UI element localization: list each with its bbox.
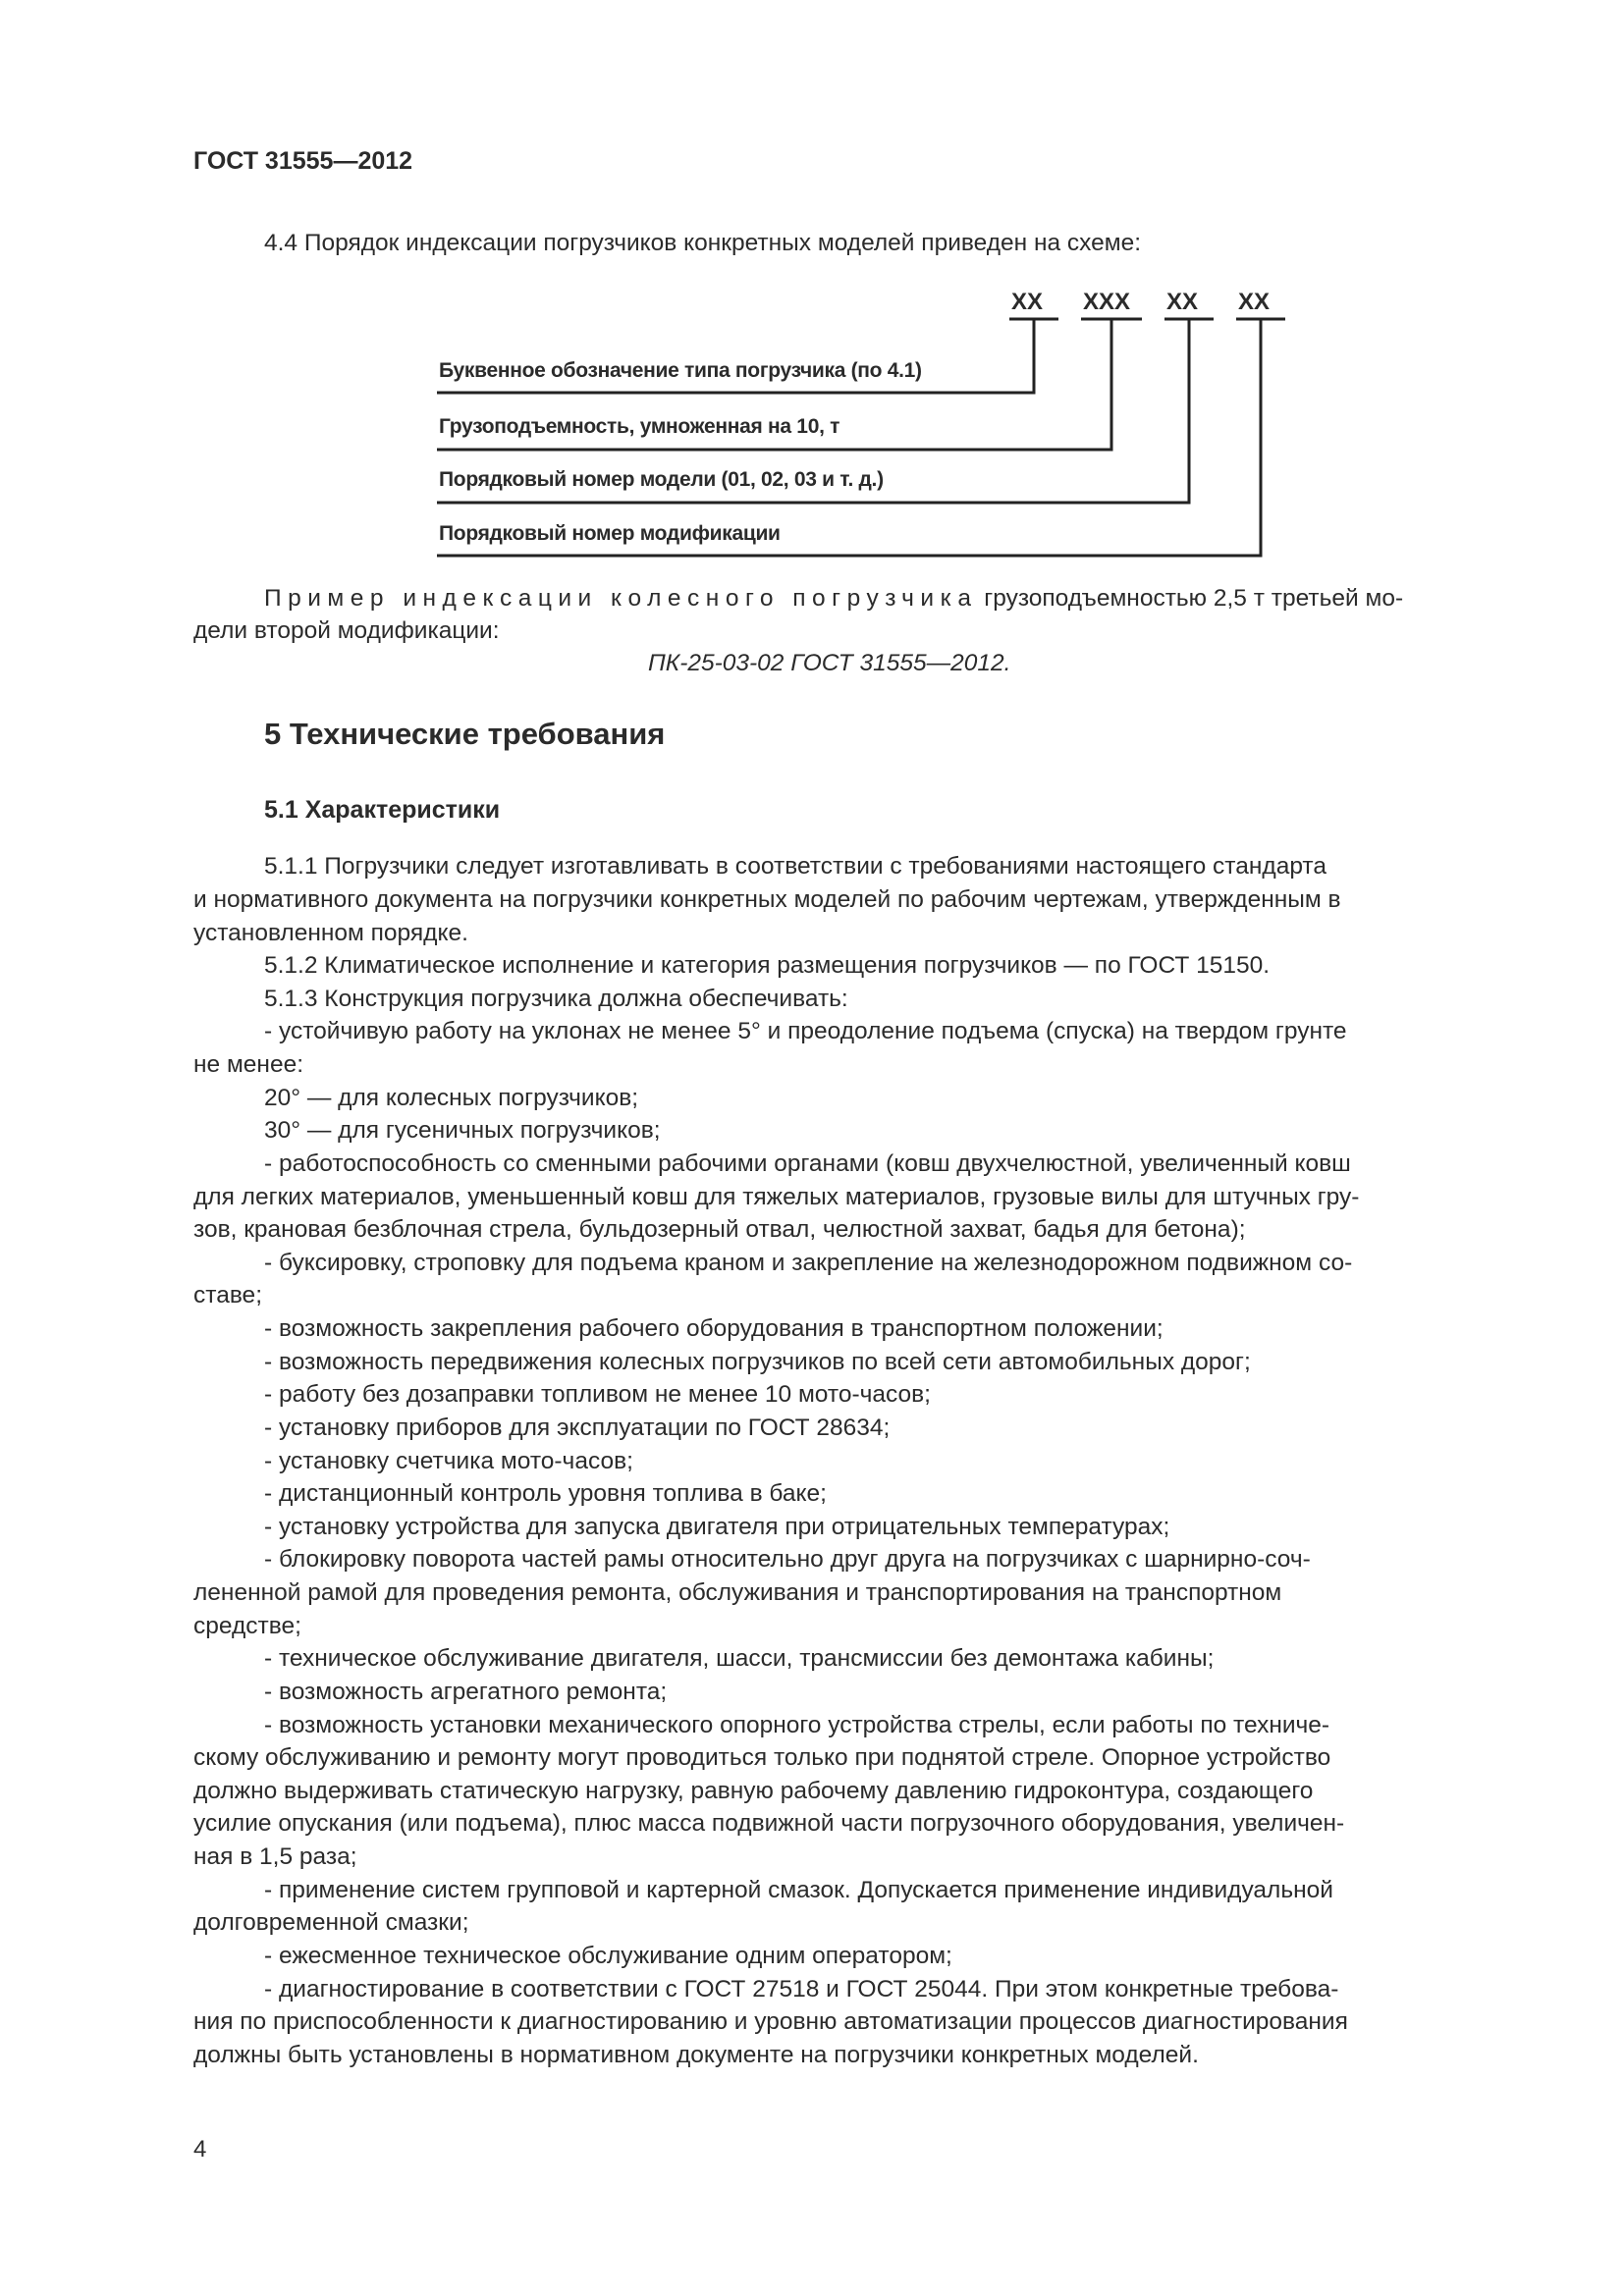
scheme-lines <box>0 0 1624 589</box>
example-designation: ПК-25-03-02 ГОСТ 31555—2012. <box>648 650 1011 676</box>
body-line: должны быть установлены в нормативном документе на погрузчики конкретных моделей. <box>193 2042 1199 2068</box>
scheme-label-capacity: Грузоподъемность, умноженная на 10, т <box>439 415 840 438</box>
example-label: Пример индексации колесного погрузчика <box>264 585 978 612</box>
body-line: - буксировку, строповку для подъема краном и закрепление на железнодорожном подвижном со- <box>264 1250 1353 1276</box>
body-line: не менее: <box>193 1051 304 1078</box>
body-line: ная в 1,5 раза; <box>193 1843 357 1870</box>
body-line: - установку приборов для эксплуатации по ГОСТ 28634; <box>264 1415 891 1441</box>
scheme-label-modification: Порядковый номер модификации <box>439 522 781 545</box>
body-line: лененной рамой для проведения ремонта, обслуживания и транспортирования на транспортном <box>193 1579 1282 1606</box>
body-line: - работу без дозаправки топливом не менее 10 мото-часов; <box>264 1381 931 1408</box>
scheme-label-type: Буквенное обозначение типа погрузчика (по 4.1) <box>439 359 922 382</box>
body-line: - техническое обслуживание двигателя, шасси, трансмиссии без демонтажа кабины; <box>264 1645 1215 1672</box>
section-5-title: 5 Технические требования <box>264 717 666 751</box>
body-line: - ежесменное техническое обслуживание одним оператором; <box>264 1943 952 1969</box>
scheme-code-4: XX <box>1238 289 1271 315</box>
body-line: скому обслуживанию и ремонту могут проводиться только при поднятой стреле. Опорное устройство <box>193 1744 1331 1771</box>
body-line: должно выдерживать статическую нагрузку, равную рабочему давлению гидроконтура, создающего <box>193 1778 1314 1804</box>
page-number: 4 <box>193 2136 207 2163</box>
scheme-code-1: XX <box>1011 289 1044 315</box>
scheme-label-model: Порядковый номер модели (01, 02, 03 и т. д.) <box>439 468 884 491</box>
example-line-1 <box>264 582 1403 615</box>
subsection-5-1-title: 5.1 Характеристики <box>264 796 501 824</box>
body-line: - установку счетчика мото-часов; <box>264 1448 633 1474</box>
scheme-code-2: XXX <box>1083 289 1131 315</box>
scheme-code-3: XX <box>1166 289 1199 315</box>
body-line: средстве; <box>193 1613 301 1639</box>
body-line: усилие опускания (или подъема), плюс масса подвижной части погрузочного оборудования, увеличен- <box>193 1810 1345 1837</box>
body-line: долговременной смазки; <box>193 1909 469 1936</box>
body-line: - дистанционный контроль уровня топлива в баке; <box>264 1480 827 1507</box>
body-line: 20° — для колесных погрузчиков; <box>264 1085 639 1111</box>
example-line-1-rest: грузоподъемностью 2,5 т третьей мо- <box>984 585 1404 612</box>
body-line: 5.1.1 Погрузчики следует изготавливать в соответствии с требованиями настоящего стандарта <box>264 853 1326 880</box>
body-line: 30° — для гусеничных погрузчиков; <box>264 1117 661 1144</box>
body-line: - возможность агрегатного ремонта; <box>264 1679 668 1705</box>
body-line: - установку устройства для запуска двигателя при отрицательных температурах; <box>264 1514 1170 1540</box>
body-line: - блокировку поворота частей рамы относительно друг друга на погрузчиках с шарнирно-соч- <box>264 1546 1311 1573</box>
body-line: 5.1.2 Климатическое исполнение и категория размещения погрузчиков — по ГОСТ 15150. <box>264 952 1271 979</box>
body-line: - работоспособность со сменными рабочими органами (ковш двухчелюстной, увеличенный ковш <box>264 1150 1351 1177</box>
body-line: установленном порядке. <box>193 920 468 946</box>
document-header: ГОСТ 31555—2012 <box>193 147 413 175</box>
body-line: - возможность установки механического опорного устройства стрелы, если работы по техниче- <box>264 1712 1330 1738</box>
body-line: для легких материалов, уменьшенный ковш для тяжелых материалов, грузовые вилы для штучных гру- <box>193 1184 1360 1210</box>
clause-4-4: 4.4 Порядок индексации погрузчиков конкретных моделей приведен на схеме: <box>264 230 1142 256</box>
body-line: - устойчивую работу на уклонах не менее 5° и преодоление подъема (спуска) на твердом грунте <box>264 1018 1347 1044</box>
body-line: ставе; <box>193 1282 262 1308</box>
body-line: ния по приспособленности к диагностированию и уровню автоматизации процессов диагностирования <box>193 2008 1348 2035</box>
example-line-2: дели второй модификации: <box>193 617 500 644</box>
body-line: - применение систем групповой и картерной смазок. Допускается применение индивидуальной <box>264 1877 1333 1903</box>
body-line: 5.1.3 Конструкция погрузчика должна обеспечивать: <box>264 986 848 1012</box>
body-line: и нормативного документа на погрузчики конкретных моделей по рабочим чертежам, утвержденным в <box>193 886 1341 913</box>
body-line: зов, крановая безблочная стрела, бульдозерный отвал, челюстной захват, бадья для бетона); <box>193 1216 1246 1243</box>
body-line: - диагностирование в соответствии с ГОСТ 27518 и ГОСТ 25044. При этом конкретные требова- <box>264 1976 1339 2002</box>
body-line: - возможность закрепления рабочего оборудования в транспортном положении; <box>264 1315 1164 1342</box>
body-line: - возможность передвижения колесных погрузчиков по всей сети автомобильных дорог; <box>264 1349 1251 1375</box>
